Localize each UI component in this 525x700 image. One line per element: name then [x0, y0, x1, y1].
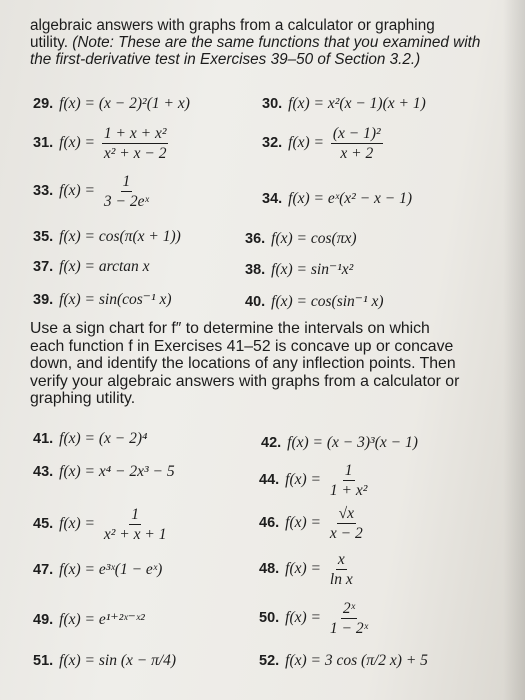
fraction: $\frac{1}{\text{3 − 2eˣ}}$: [103, 173, 149, 210]
exercise-48: 48. f(x) = $\frac{x}{\text{ln x}}$: [259, 551, 353, 588]
page-curl-shadow: [503, 0, 525, 700]
instruction-line-4: verify your algebraic answers with graphs from a calculator or: [30, 372, 460, 390]
fraction: $\frac{x}{\text{ln x}}$: [329, 551, 353, 588]
exercise-41: 41. f(x) = (x − 2)⁴: [33, 430, 148, 447]
intro-note-end: the first-derivative test in Exercises 39–50 of Section 3.2.): [30, 51, 421, 68]
instruction-paragraph: [30, 320, 500, 408]
instruction-line-5: graphing utility.: [30, 390, 136, 407]
intro-line-1: algebraic answers with graphs from a calculator or graphing: [30, 17, 435, 34]
intro-note-start: (Note: These are the same functions that you examined with: [72, 34, 481, 51]
intro-utility: utility.: [30, 34, 68, 51]
exercise-40: 40. f(x) = cos(sin⁻¹ x): [245, 293, 384, 310]
exercise-43: 43. f(x) = x⁴ − 2x³ − 5: [33, 463, 175, 480]
exercise-47: 47. f(x) = e³ˣ(1 − eˣ): [33, 561, 163, 578]
exercise-42: 42. f(x) = (x − 3)³(x − 1): [261, 434, 418, 451]
exercise-44: 44. f(x) = $\frac{1}{\text{1 + x²}}$: [259, 462, 368, 499]
instruction-line-2: each function f in Exercises 41–52 is concave up or concave: [30, 337, 454, 355]
exercise-34: 34. f(x) = eˣ(x² − x − 1): [262, 190, 413, 207]
exercise-31: 31. f(x) = $\frac{\text{1 + x + x²}}{\text{x² + x − 2}}$: [33, 125, 167, 162]
fraction: $\frac{\text{(x − 1)²}}{x + 2}$: [332, 125, 381, 162]
fraction: $\frac{1}{\text{x² + x + 1}}$: [103, 506, 167, 543]
exercise-45: 45. f(x) = $\frac{1}{\text{x² + x + 1}}$: [33, 506, 167, 543]
exercise-32: 32. f(x) = $\frac{\text{(x − 1)²}}{x + 2}$: [262, 125, 381, 162]
exercise-46: 46. f(x) = $\frac{√x}{x - 2}$: [259, 505, 363, 542]
fraction: $\frac{\text{2ˣ}}{\text{1 − 2ˣ}}$: [329, 600, 368, 637]
exercise-49: 49. f(x) = e¹⁺²ˣ⁻ˣ²: [33, 611, 145, 628]
fraction: $\frac{\text{1 + x + x²}}{\text{x² + x − 2}}$: [103, 125, 167, 162]
exercise-35: 35. f(x) = cos(π(x + 1)): [33, 228, 181, 245]
fraction: $\frac{1}{\text{1 + x²}}$: [329, 462, 368, 499]
exercise-29: 29. f(x) = (x − 2)²(1 + x): [33, 95, 190, 112]
intro-paragraph: [30, 17, 500, 68]
exercise-30: 30. f(x) = x²(x − 1)(x + 1): [262, 95, 426, 112]
exercise-37: 37. f(x) = arctan x: [33, 258, 150, 275]
exercise-36: 36. f(x) = cos(πx): [245, 230, 357, 247]
fraction: $\frac{√x}{x - 2}$: [329, 505, 363, 542]
exercise-38: 38. f(x) = sin⁻¹x²: [245, 261, 354, 278]
exercise-52: 52. f(x) = 3 cos (π/2 x) + 5: [259, 652, 428, 669]
exercise-51: 51. f(x) = sin (x − π/4): [33, 652, 177, 669]
exercise-39: 39. f(x) = sin(cos⁻¹ x): [33, 291, 172, 308]
exercise-50: 50. f(x) = $\frac{\text{2ˣ}}{\text{1 − 2ˣ}}$: [259, 600, 368, 637]
intro-line-2: [30, 34, 500, 51]
instruction-line-1: Use a sign chart for f″ to determine the intervals on which: [30, 320, 430, 337]
instruction-line-3: down, and identify the locations of any inflection points. Then: [30, 355, 456, 372]
exercise-33: 33. f(x) = $\frac{1}{\text{3 − 2eˣ}}$: [33, 173, 149, 210]
